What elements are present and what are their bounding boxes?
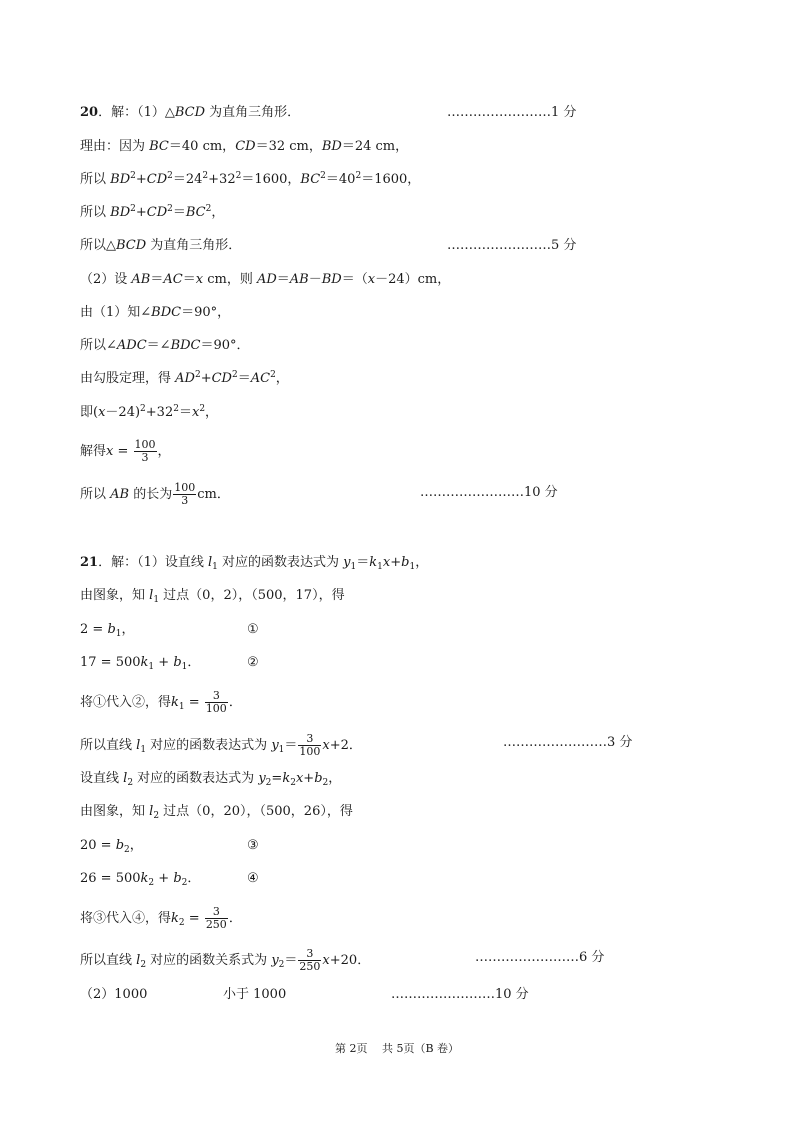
q21-line-2: 由图象，知 $l_1$ 过点（0，2），（500，17），得 [80, 588, 345, 605]
page-footer: 第 2页 共 5页（B 卷） [334, 1042, 460, 1055]
q20-score-5: ……………………5 分 [447, 238, 577, 253]
q20-line-2: 理由：因为 BC＝40 cm，CD＝32 cm，BD＝24 cm， [80, 139, 409, 154]
q21-part2-answer-2: 小于 1000 [223, 987, 287, 1002]
q21-score-6: ……………………6 分 [475, 950, 605, 965]
equation-marker-1: ① [247, 622, 259, 637]
q20-line-9: 由勾股定理，得 $AD^2+CD^2=AC^2$， [80, 370, 289, 386]
q21-line-4: $17 = 500k_1 + b_1$． [80, 655, 201, 672]
q20-line-11: 解得x = $\frac{100}{3}$ ， [80, 438, 171, 464]
q21-line-3: $2 = b_1$， [80, 622, 135, 639]
q20-line-7: 由（1）知∠BDC＝90°， [80, 305, 231, 320]
q20-line-1: 20．解：（1）△BCD 为直角三角形． [80, 105, 301, 120]
q20-line-12: 所以 AB 的长为 $\frac{100}{3}$ cm． [80, 481, 230, 507]
q20-line-3: 所以 $BD^2+CD^2=24^2+32^2=1600$，$BC^2=40^2=1600$， [80, 171, 421, 187]
q21-line-10: $26 = 500k_2 + b_2$． [80, 871, 201, 888]
equation-marker-3: ③ [247, 838, 259, 853]
q20-line-10: 即$(x-24)^2+32^2=x^2$， [80, 404, 219, 420]
q20-line-6: （2）设 AB＝AC＝x cm，则 AD＝AB－BD＝（x－24）cm， [80, 272, 451, 287]
q21-score-3: ……………………3 分 [503, 735, 633, 750]
q21-line-9: $20 = b_2$， [80, 838, 143, 855]
q20-line-8: 所以∠ADC＝∠BDC＝90°． [80, 338, 250, 353]
q21-line-5: 将①代入②，得$k_1$ = $\frac{3}{100}$ ． [80, 689, 242, 715]
q20-score-10: ……………………10 分 [420, 485, 558, 500]
q21-line-7: 设直线 $l_2$ 对应的函数表达式为 $y_2=k_2x+b_2$， [80, 771, 342, 788]
q20-score-1: ……………………1 分 [447, 105, 577, 120]
q21-line-1: 21．解：（1）设直线 $l_1$ 对应的函数表达式为 $y_1=k_1x+b_1$， [80, 555, 429, 572]
equation-marker-4: ④ [247, 871, 259, 886]
q21-line-6: 所以直线 $l_1$ 对应的函数表达式为 $y_1=$ $\frac{3}{100}$ x+2． [80, 732, 362, 758]
q21-part2-answer-1: （2）1000 [80, 987, 148, 1002]
q21-line-8: 由图象，知 $l_2$ 过点（0，20），（500，26），得 [80, 804, 353, 821]
q20-line-5: 所以△BCD 为直角三角形． [80, 238, 242, 253]
q21-line-11: 将③代入④，得$k_2$ = $\frac{3}{250}$ ． [80, 905, 242, 931]
equation-marker-2: ② [247, 655, 259, 670]
q21-line-12: 所以直线 $l_2$ 对应的函数关系式为 $y_2=$ $\frac{3}{250}$ x+20． [80, 947, 371, 973]
q20-line-4: 所以 $BD^2+CD^2=BC^2$， [80, 204, 225, 220]
q21-score-10: ……………………10 分 [391, 987, 529, 1002]
